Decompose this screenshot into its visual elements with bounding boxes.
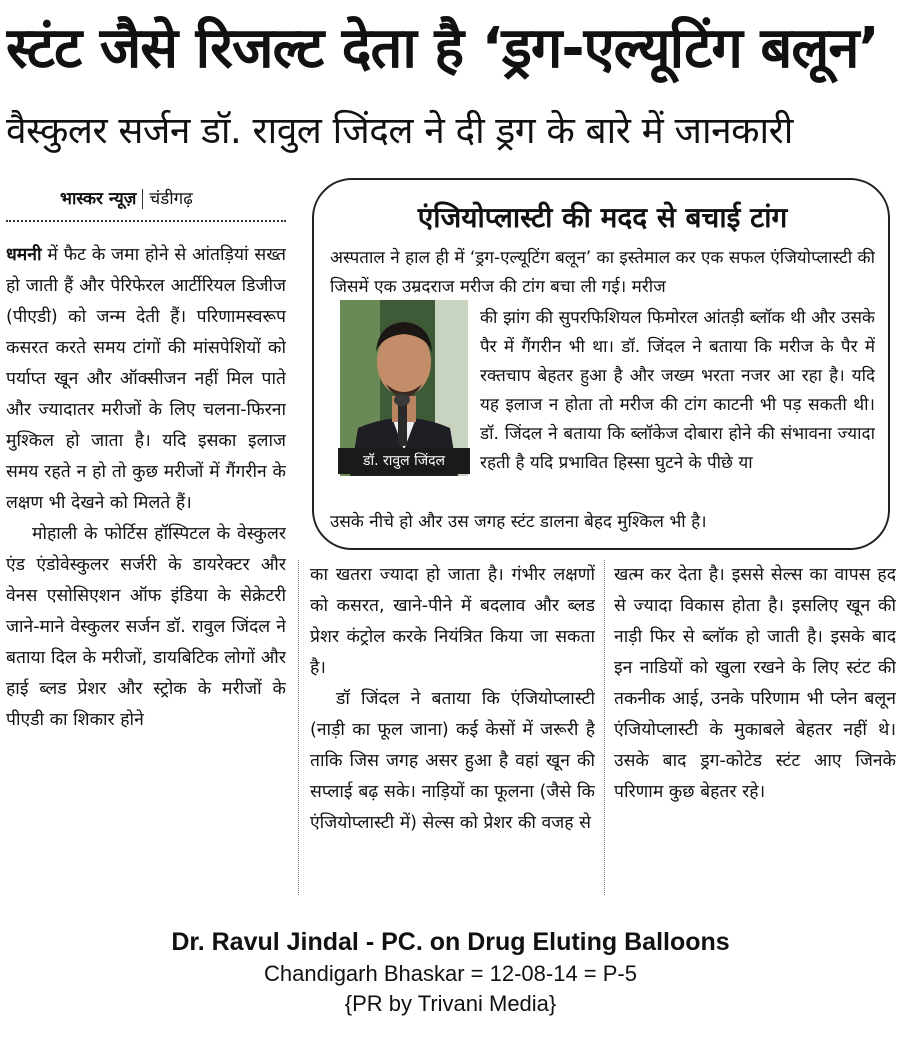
article-paragraph: मोहाली के फोर्टिस हॉस्पिटल के वेस्कुलर एंड एंडोवेस्कुलर सर्जरी के डायरेक्टर और वेनस एसोसिएशन ऑफ इंडिया के सेक्रेटरी जाने-माने वेस्कुलर सर्जन डॉ. रावुल जिंदल ने बताया दिल के मरीजों, डायबिटिक लोगों और हाई ब्लड प्रेशर और स्ट्रोक के मरीजों के पीएडी का शिकार होने xyxy=(6,524,286,730)
byline-source: भास्कर न्यूज़ xyxy=(60,189,137,209)
byline xyxy=(60,184,290,214)
article-paragraph: खत्म कर देता है। इससे सेल्स का वापस हद से ज्यादा विकास होता है। इसलिए खून की नाड़ी फिर से ब्लॉक हो जाती है। इसके बाद इन नाडियों को खुला रखने के लिए स्टंट की तकनीक आई, उनके परिणाम भी प्लेन बलून एंजियोप्लास्टी के मुकाबले बेहतर नहीं थे। उसके बाद ड्रग-कोटेड स्टंट आए जिनके परिणाम कुछ बेहतर रहे। xyxy=(614,565,896,802)
sidebar-text-bottom: उसके नीचे हो और उस जगह स्टंट डालना बेहद मुश्किल भी है। xyxy=(330,512,707,532)
paragraph-text: में फैट के जमा होने से आंतड़ियां सख्त हो जाती हैं और पेरिफेरल आर्टीरियल डिजीज (पीएडी) को जन्म देती हैं। परिणामस्वरूप कसरत करते समय टांगों की मांसपेशियों को पर्याप्त खून और ऑक्सीजन नहीं मिल पाते और ज्यादातर मरीजों के लिए चलना-फिरना मुश्किल हो जाता है। यदि इसका इलाज समय रहते न हो तो कुछ मरीजों में गैंगरीन के लक्षण भी देखने को मिलते हैं। xyxy=(6,245,286,513)
byline-divider xyxy=(6,220,286,222)
article-paragraph xyxy=(6,240,286,519)
subheadline: वैस्कुलर सर्जन डॉ. रावुल जिंदल ने दी ड्रग के बारे में जानकारी xyxy=(6,109,793,152)
article-column-2 xyxy=(310,560,595,895)
article-paragraph: का खतरा ज्यादा हो जाता है। गंभीर लक्षणों को कसरत, खाने-पीने में बदलाव और ब्लड प्रेशर कंट्रोल करके नियंत्रित किया जा सकता है। xyxy=(310,565,595,678)
article-column-3 xyxy=(614,560,896,895)
photo-caption: डॉ. रावुल जिंदल xyxy=(338,448,470,474)
column-divider xyxy=(604,560,605,895)
lead-word: धमनी xyxy=(6,245,42,265)
article-paragraph: डॉ जिंदल ने बताया कि एंजियोप्लास्टी (नाड़ी का फूल जाना) कई केसों में जरूरी है ताकि जिस जगह असर हुआ है वहां खून की सप्लाई बढ़ सके। नाड़ियों का फूलना (जैसे कि एंजियोप्लास्टी में) सेल्स को प्रेशर की वजह से xyxy=(310,689,595,833)
headline: स्टंट जैसे रिजल्ट देता है ‘ड्रग-एल्यूटिंग बलून’ xyxy=(6,16,879,81)
footer-title: Dr. Ravul Jindal - PC. on Drug Eluting Balloons xyxy=(171,928,730,956)
article-column-1 xyxy=(6,240,286,895)
sidebar-text-top: अस्पताल ने हाल ही में ‘ड्रग-एल्यूटिंग बलून’ का इस्तेमाल कर एक सफल एंजियोप्लास्टी की जिसमें एक उम्रदराज मरीज की टांग बचा ली गई। मरीज xyxy=(330,248,875,297)
footer-credit: {PR by Trivani Media} xyxy=(344,991,557,1016)
sidebar-text-right: की झांग की सुपरफिशियल फिमोरल आंतड़ी ब्लॉक थी और उसके पैर में गैंगरीन भी था। डॉ. जिंदल ने बताया कि मरीज के पैर में रक्तचाप बेहतर हुआ है और जख्म भरता नजर आ रहा है। यदि यह इलाज न होता तो मरीज की टांग काटनी भी पड़ सकती थी। डॉ. जिंदल ने बताया कि ब्लॉकेज दोबारा होने की संभावना ज्यादा रहती है यदि प्रभावित हिस्सा घुटने के पीछे या xyxy=(480,308,875,473)
footer-source: Chandigarh Bhaskar = 12-08-14 = P-5 xyxy=(263,961,637,986)
sidebar-title: एंजियोप्लास्टी की मदद से बचाई टांग xyxy=(417,201,788,234)
byline-separator xyxy=(142,189,143,209)
byline-city: चंडीगढ़ xyxy=(149,189,193,209)
column-divider xyxy=(298,560,299,895)
